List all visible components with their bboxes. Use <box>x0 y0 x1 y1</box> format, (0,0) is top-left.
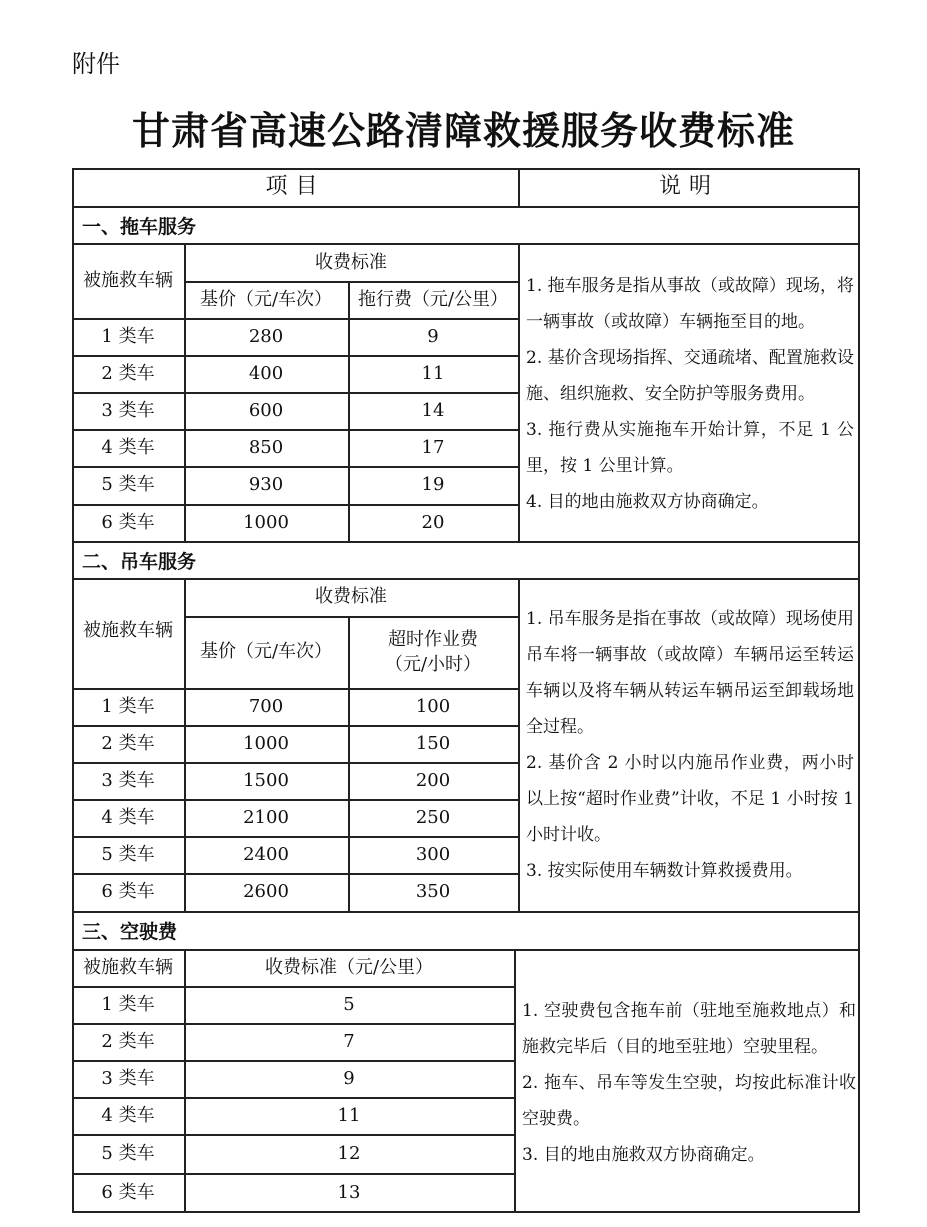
section-heading-empty: 三、空驶费 <box>82 921 178 943</box>
towing-row-extra: 11 <box>421 362 445 384</box>
crane-row-base: 1000 <box>243 732 289 754</box>
crane-note: 1. 吊车服务是指在事故（或故障）现场使用吊车将一辆事故（或故障）车辆吊运至转运车辆以及将车辆从转运车辆吊运至卸载场地全过程。 <box>526 609 854 737</box>
crane-row-base: 2400 <box>243 843 289 865</box>
towing-row-base: 1000 <box>243 511 289 533</box>
crane-row-extra: 200 <box>415 769 451 791</box>
towing-row-vehicle: 3 类车 <box>101 399 155 421</box>
crane-row-extra: 300 <box>415 843 451 865</box>
empty-fee-header: 收费标准（元/公里） <box>264 956 434 978</box>
crane-extra-header-line1: 超时作业费 <box>388 628 478 650</box>
empty-note: 1. 空驶费包含拖车前（驻地至施救地点）和施救完毕后（目的地至驻地）空驶里程。 <box>522 1001 856 1057</box>
empty-row-vehicle: 2 类车 <box>101 1030 155 1052</box>
towing-row-vehicle: 1 类车 <box>101 325 155 347</box>
empty-note: 3. 目的地由施救双方协商确定。 <box>522 1145 765 1165</box>
crane-extra-header <box>348 616 518 688</box>
towing-row-extra: 20 <box>421 511 445 533</box>
header-notes: 说明 <box>658 173 719 199</box>
crane-row-extra: 100 <box>415 695 451 717</box>
empty-row-vehicle: 6 类车 <box>101 1181 155 1203</box>
crane-row-base: 2100 <box>243 806 289 828</box>
crane-row-vehicle: 6 类车 <box>101 881 155 903</box>
crane-row-base: 1500 <box>243 769 289 791</box>
empty-row-vehicle: 3 类车 <box>101 1067 155 1089</box>
crane-row-vehicle: 1 类车 <box>101 695 155 717</box>
towing-row-base: 850 <box>248 436 284 458</box>
empty-row-vehicle: 5 类车 <box>101 1142 155 1164</box>
towing-row-base: 600 <box>248 399 284 421</box>
table-border-right <box>858 168 860 1213</box>
crane-row-extra: 250 <box>415 806 451 828</box>
towing-base-header: 基价（元/车次） <box>199 288 333 310</box>
towing-note: 1. 拖车服务是指从事故（或故障）现场，将一辆事故（或故障）车辆拖至目的地。 <box>526 276 854 332</box>
empty-notes <box>522 993 856 1173</box>
crane-base-header: 基价（元/车次） <box>199 641 333 663</box>
crane-vehicle-header: 被施救车辆 <box>83 620 173 641</box>
section-heading-crane: 二、吊车服务 <box>82 550 197 573</box>
crane-row-vehicle: 2 类车 <box>101 732 155 754</box>
crane-row-vehicle: 3 类车 <box>101 769 155 791</box>
towing-row-vehicle: 5 类车 <box>101 474 155 496</box>
towing-row-extra: 14 <box>421 399 445 421</box>
empty-row-fee: 12 <box>337 1142 361 1164</box>
empty-note: 2. 拖车、吊车等发生空驶，均按此标准计收空驶费。 <box>522 1073 856 1129</box>
towing-row-base: 930 <box>248 474 284 496</box>
crane-note: 3. 按实际使用车辆数计算救援费用。 <box>526 861 803 881</box>
empty-row-vehicle: 4 类车 <box>101 1104 155 1126</box>
towing-row-base: 280 <box>248 325 284 347</box>
col-divider <box>518 243 520 541</box>
empty-row-fee: 7 <box>343 1030 355 1052</box>
crane-notes <box>526 601 854 889</box>
towing-row-vehicle: 4 类车 <box>101 436 155 458</box>
empty-row-fee: 13 <box>337 1181 361 1203</box>
towing-row-vehicle: 6 类车 <box>101 511 155 533</box>
col-divider <box>514 949 516 1212</box>
crane-row-base: 700 <box>248 695 284 717</box>
crane-row-vehicle: 5 类车 <box>101 843 155 865</box>
document-title: 甘肃省高速公路清障救援服务收费标准 <box>131 108 795 153</box>
header-divider <box>518 168 520 206</box>
towing-row-base: 400 <box>248 362 284 384</box>
towing-row-extra: 17 <box>421 436 445 458</box>
towing-notes <box>526 268 854 520</box>
towing-fee-header: 收费标准 <box>315 251 387 273</box>
crane-row-extra: 350 <box>415 881 451 903</box>
crane-row-base: 2600 <box>243 881 289 903</box>
empty-row-fee: 11 <box>337 1104 361 1126</box>
empty-row-vehicle: 1 类车 <box>101 993 155 1015</box>
towing-extra-header: 拖行费（元/公里） <box>357 288 509 310</box>
col-divider <box>518 578 520 911</box>
towing-vehicle-header: 被施救车辆 <box>83 270 173 292</box>
towing-note: 2. 基价含现场指挥、交通疏堵、配置施救设施、组织施救、安全防护等服务费用。 <box>526 348 854 404</box>
towing-row-vehicle: 2 类车 <box>101 362 155 384</box>
empty-row-fee: 9 <box>343 1067 355 1089</box>
fee-table <box>72 168 860 1213</box>
section-heading-towing: 一、拖车服务 <box>82 215 197 238</box>
header-item: 项目 <box>265 173 326 199</box>
crane-note: 2. 基价含 2 小时以内施吊作业费，两小时以上按“超时作业费”计收，不足 1 小时按 1 小时计收。 <box>526 753 854 845</box>
crane-extra-header-line2: （元/小时） <box>384 654 482 675</box>
empty-row-fee: 5 <box>343 993 355 1015</box>
towing-note: 4. 目的地由施救双方协商确定。 <box>526 492 769 512</box>
crane-fee-header: 收费标准 <box>315 586 387 608</box>
towing-note: 3. 拖行费从实施拖车开始计算，不足 1 公里，按 1 公里计算。 <box>526 420 854 476</box>
towing-row-extra: 9 <box>427 325 439 347</box>
towing-row-extra: 19 <box>421 474 445 496</box>
section-line <box>72 911 860 913</box>
crane-row-extra: 150 <box>415 732 451 754</box>
crane-row-vehicle: 4 类车 <box>101 806 155 828</box>
empty-vehicle-header: 被施救车辆 <box>83 956 173 978</box>
attachment-label: 附件 <box>72 50 120 78</box>
